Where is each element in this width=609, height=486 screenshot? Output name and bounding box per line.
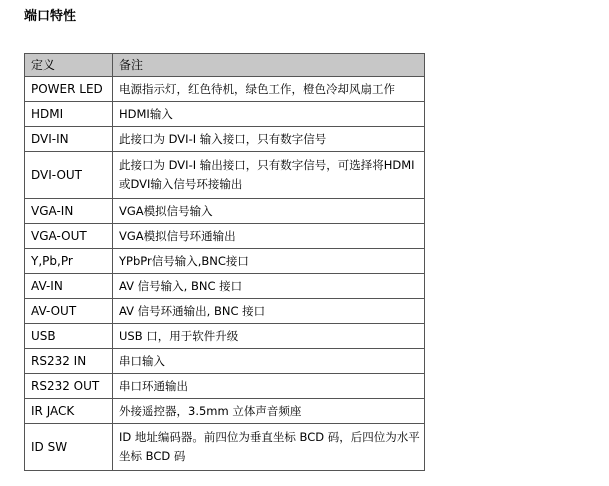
table-row: [25, 224, 425, 249]
header-note: 备注: [113, 54, 425, 77]
table-row: [25, 77, 425, 102]
row-note: 串口环通输出: [113, 374, 425, 399]
table-row: [25, 349, 425, 374]
table-row: [25, 299, 425, 324]
table-row: [25, 199, 425, 224]
table-row: [25, 324, 425, 349]
row-note: AV 信号环通输出, BNC 接口: [113, 299, 425, 324]
table-body: [25, 77, 425, 471]
table-row: [25, 399, 425, 424]
row-definition: VGA-OUT: [25, 224, 113, 249]
row-definition: VGA-IN: [25, 199, 113, 224]
row-definition: RS232 IN: [25, 349, 113, 374]
row-definition: IR JACK: [25, 399, 113, 424]
row-note: 此接口为 DVI-I 输出接口，只有数字信号，可选择将HDMI或DVI输入信号环接输出: [113, 152, 425, 199]
row-note: 外接遥控器，3.5mm 立体声音频座: [113, 399, 425, 424]
table-row: [25, 424, 425, 471]
row-note: 此接口为 DVI-I 输入接口，只有数字信号: [113, 127, 425, 152]
row-note: 电源指示灯，红色待机，绿色工作，橙色冷却风扇工作: [113, 77, 425, 102]
table-header: [25, 54, 425, 77]
table-row: [25, 374, 425, 399]
row-definition: HDMI: [25, 102, 113, 127]
row-definition: AV-IN: [25, 274, 113, 299]
row-note: HDMI输入: [113, 102, 425, 127]
row-definition: ID SW: [25, 424, 113, 471]
header-row: [25, 54, 425, 77]
row-note: YPbPr信号输入,BNC接口: [113, 249, 425, 274]
row-definition: Y,Pb,Pr: [25, 249, 113, 274]
row-definition: RS232 OUT: [25, 374, 113, 399]
row-note: 串口输入: [113, 349, 425, 374]
row-note: VGA模拟信号输入: [113, 199, 425, 224]
table-row: [25, 249, 425, 274]
page-title: 端口特性: [24, 9, 77, 24]
row-note: VGA模拟信号环通输出: [113, 224, 425, 249]
row-note: ID 地址编码器。前四位为垂直坐标 BCD 码，后四位为水平坐标 BCD 码: [113, 424, 425, 471]
row-note: AV 信号输入, BNC 接口: [113, 274, 425, 299]
port-spec-table: [24, 53, 425, 471]
table-row: [25, 102, 425, 127]
header-definition: 定义: [25, 54, 113, 77]
row-definition: DVI-IN: [25, 127, 113, 152]
row-definition: AV-OUT: [25, 299, 113, 324]
table-row: [25, 152, 425, 199]
row-definition: USB: [25, 324, 113, 349]
row-definition: POWER LED: [25, 77, 113, 102]
table-row: [25, 274, 425, 299]
table-row: [25, 127, 425, 152]
row-definition: DVI-OUT: [25, 152, 113, 199]
row-note: USB 口，用于软件升级: [113, 324, 425, 349]
